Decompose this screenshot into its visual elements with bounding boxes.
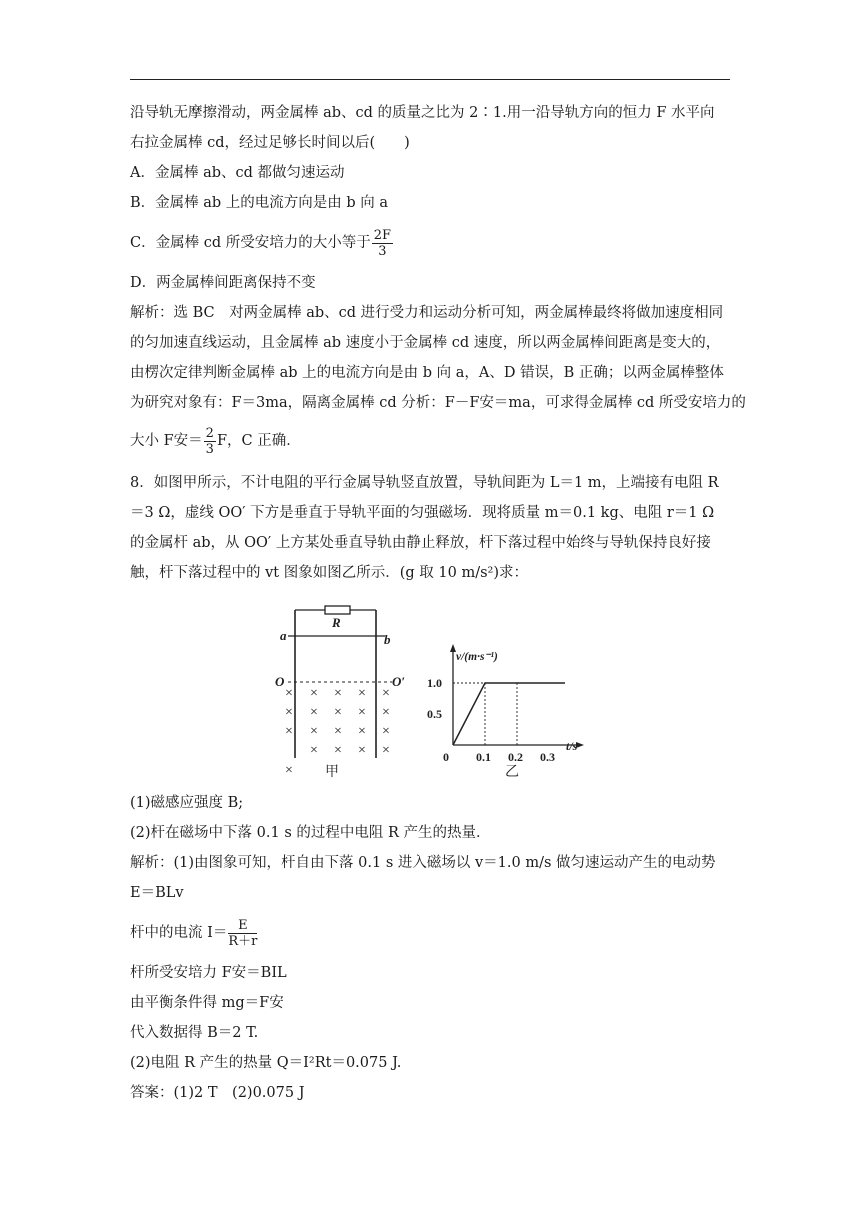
y-tick-label: 1.0 xyxy=(427,676,442,690)
answer-line-7: (2)电阻 R 产生的热量 Q＝I²Rt＝0.075 J. xyxy=(130,1055,402,1071)
option-b: B．金属棒 ab 上的电流方向是由 b 向 a xyxy=(130,195,389,211)
final-answer: 答案：(1)2 T (2)0.075 J xyxy=(130,1085,305,1101)
field-cross: × xyxy=(382,743,390,758)
resistor xyxy=(325,606,350,614)
label-b: b xyxy=(384,632,391,647)
x-tick-label: 0.2 xyxy=(508,750,523,764)
fraction-e-over-r xyxy=(228,918,257,949)
label-o-prime: O′ xyxy=(392,674,406,689)
solution-line-4: 为研究对象有：F＝3ma，隔离金属棒 cd 分析：F－F安＝ma，可求得金属棒 cd 所受安培力的 xyxy=(130,395,746,411)
field-cross: × xyxy=(358,724,366,739)
solution-line-5 xyxy=(130,424,301,458)
label-a: a xyxy=(280,628,287,643)
solution-line-2: 的匀加速直线运动，且金属棒 ab 速度小于金属棒 cd 速度，所以两金属棒间距离是变大的， xyxy=(130,335,721,351)
fraction-numerator: 2F xyxy=(373,227,392,243)
field-cross: × xyxy=(358,705,366,720)
field-cross: × xyxy=(358,686,366,701)
figure-yi-vt-graph xyxy=(427,644,584,780)
field-cross: × xyxy=(310,705,318,720)
field-cross: × xyxy=(285,763,293,778)
option-a: A．金属棒 ab、cd 都做匀速运动 xyxy=(130,165,345,181)
field-cross: × xyxy=(310,743,318,758)
y-tick-label: 0.5 xyxy=(427,707,442,721)
option-d: D．两金属棒间距离保持不变 xyxy=(130,275,316,291)
field-cross: × xyxy=(334,743,342,758)
solution-line-1: 解析：选 BC 对两金属棒 ab、cd 进行受力和运动分析可知，两金属棒最终将做加速度相同 xyxy=(130,305,724,321)
x-tick-label: 0.3 xyxy=(540,750,555,764)
axis-ticks xyxy=(427,676,555,764)
header-rule xyxy=(130,79,730,80)
question-8-line-2: ＝3 Ω，虚线 OO′ 下方是垂直于导轨平面的匀强磁场．现将质量 m＝0.1 kg、电阻 r＝1 Ω xyxy=(130,505,715,521)
fraction-denominator: 3 xyxy=(378,243,387,259)
option-c-text: C．金属棒 cd 所受安培力的大小等于 xyxy=(130,235,371,251)
solution-line-5-post: F，C 正确． xyxy=(216,433,301,449)
field-cross: × xyxy=(285,686,293,701)
answer-line-3 xyxy=(130,916,258,950)
answer-line-2: E＝BLv xyxy=(130,885,184,901)
field-cross: × xyxy=(382,686,390,701)
fraction-numerator: E xyxy=(228,918,257,934)
answer-line-3-pre: 杆中的电流 I＝ xyxy=(130,925,228,941)
answer-line-4: 杆所受安培力 F安＝BIL xyxy=(130,965,287,981)
caption-yi: 乙 xyxy=(505,764,519,780)
question-8-line-1: 8．如图甲所示，不计电阻的平行金属导轨竖直放置，导轨间距为 L＝1 m，上端接有电阻 R xyxy=(130,475,719,491)
resistor-label: R xyxy=(332,615,341,630)
part-1: (1)磁感应强度 B; xyxy=(130,795,244,811)
answer-line-1: 解析：(1)由图象可知，杆自由下落 0.1 s 进入磁场以 v＝1.0 m/s 做匀速运动产生的电动势 xyxy=(130,855,716,871)
field-cross: × xyxy=(382,724,390,739)
text-line-2: 右拉金属棒 cd，经过足够长时间以后( ) xyxy=(130,135,410,151)
x-tick-label: 0 xyxy=(443,750,449,764)
fraction-2-3 xyxy=(204,426,216,457)
vt-series-line xyxy=(453,683,565,745)
figure xyxy=(270,600,600,785)
field-cross: × xyxy=(382,705,390,720)
field-cross: × xyxy=(334,724,342,739)
fraction-denominator: R＋r xyxy=(228,933,258,949)
question-8-line-3: 的金属杆 ab，从 OO′ 上方某处垂直导轨由静止释放，杆下落过程中始终与导轨保持良好接 xyxy=(130,535,711,551)
label-o: O xyxy=(275,674,285,689)
fraction-numerator: 2 xyxy=(205,425,214,441)
field-cross: × xyxy=(285,705,293,720)
guide-lines xyxy=(453,683,517,745)
field-cross: × xyxy=(334,705,342,720)
field-cross: × xyxy=(310,686,318,701)
figure-jia xyxy=(275,606,405,780)
field-cross: × xyxy=(334,686,342,701)
fraction-2f-3 xyxy=(372,228,393,259)
question-8-line-4: 触，杆下落过程中的 vt 图象如图乙所示．(g 取 10 m/s²)求： xyxy=(130,565,528,581)
x-axis-label: t/s xyxy=(566,739,578,753)
caption-jia: 甲 xyxy=(325,764,339,780)
solution-line-3: 由楞次定律判断金属棒 ab 上的电流方向是由 b 向 a，A、D 错误，B 正确；以两金属棒整体 xyxy=(130,365,724,381)
answer-line-6: 代入数据得 B＝2 T. xyxy=(130,1025,259,1041)
solution-line-5-pre: 大小 F安＝ xyxy=(130,433,203,449)
field-cross: × xyxy=(358,743,366,758)
y-axis-label: v/(m·s⁻¹) xyxy=(456,651,498,663)
field-cross: × xyxy=(285,724,293,739)
x-tick-label: 0.1 xyxy=(476,750,491,764)
part-2: (2)杆在磁场中下落 0.1 s 的过程中电阻 R 产生的热量． xyxy=(130,825,491,841)
answer-line-5: 由平衡条件得 mg＝F安 xyxy=(130,995,284,1011)
text-line-1: 沿导轨无摩擦滑动，两金属棒 ab、cd 的质量之比为 2∶1.用一沿导轨方向的恒力 F 水平向 xyxy=(130,105,715,121)
field-cross: × xyxy=(310,724,318,739)
option-c xyxy=(130,226,394,260)
fraction-denominator: 3 xyxy=(205,441,214,457)
